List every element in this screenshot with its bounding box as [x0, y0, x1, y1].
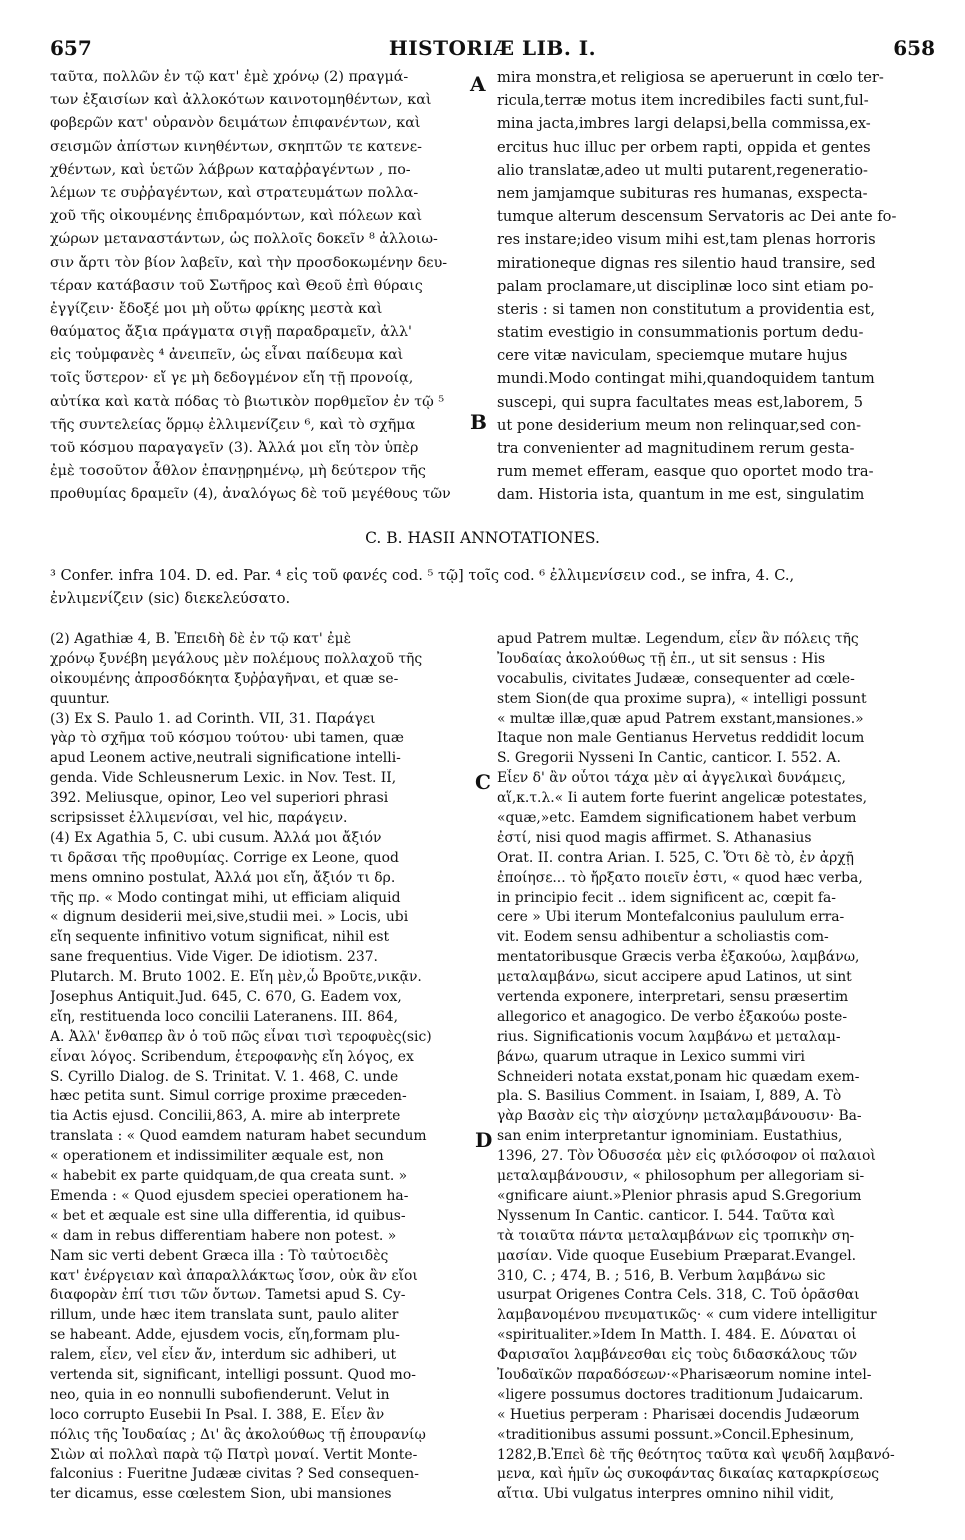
margin-letter-a: A [470, 72, 486, 96]
greek-text-line: αὐτίκα καὶ κατὰ πόδας τὸ βιωτικὸν πορθμεῖον ἐν τῷ ⁵ [50, 393, 445, 410]
annotation-line: 1282,B.Ἐπεὶ δὲ τῆς θεότητος ταῦτα καὶ ψευδῆ λαμβανό- [497, 1446, 895, 1463]
latin-text-line: ercitus huc illuc per orbem rapti, oppida et gentes [497, 138, 871, 156]
annotation-line: tia Actis ejusd. Concilii,863, A. mire ab interprete [50, 1108, 401, 1125]
annotation-line: (3) Ex S. Paulo 1. ad Corinth. VII, 31. Παράγει [50, 710, 376, 727]
annotation-line: 310, C. ; 474, B. ; 516, B. Verbum λαμβάνω sic [497, 1267, 826, 1284]
latin-text-line: cere vitæ naviculam, speciemque mutare hujus [497, 347, 848, 365]
greek-text-line: χοῦ τῆς οἰκουμένης ἐπιδραμόντων, καὶ πόλεων καὶ [50, 208, 423, 225]
annotation-line: « Huetius perperam : Pharisæi docendis Judæorum [497, 1406, 860, 1423]
footnote-line: ἐνλιμενίζειν (sic) διεκελεύσατο. [50, 590, 291, 607]
annotation-line: pla. S. Basilius Comment. in Isaiam, I, 889, A. Τὸ [497, 1088, 842, 1105]
annotation-line: Nyssenum In Cantic. canticor. I. 544. Ταῦτα καὶ [497, 1207, 836, 1224]
footnote-line: ³ Confer. infra 104. D. ed. Par. ⁴ εἰς τοῦ φανές cod. ⁵ τῷ] τοῖς cod. ⁶ ἐλλιμενίσειν cod., se infra, 4. C., [50, 567, 795, 584]
annotation-line: τι δρᾶσαι τῆς προθυμίας. Corrige ex Leone, quod [50, 849, 399, 866]
annotation-line: vit. Eodem sensu adhibentur a scholiastis com- [497, 929, 829, 946]
greek-text-line: τέραν κατάβασιν τοῦ Σωτῆρος καὶ Θεοῦ ἐπὶ θύραις [50, 277, 423, 294]
greek-text-line: ταῦτα, πολλῶν ἐν τῷ κατ' ἐμὲ χρόνῳ (2) πραγμά- [50, 69, 409, 85]
greek-text-line: χώρων μεταναστάντων, ὡς πολλοῖς δοκεῖν ⁸ ἀλλοιω- [50, 231, 438, 248]
annotation-line: εἴη sequente infinitivo votum significat, nihil est [50, 929, 390, 946]
latin-text-line: rum memet efferam, easque quo oportet modo tra- [497, 463, 874, 481]
greek-text-line: τοῖς ὕστερον· εἴ γε μὴ δεδογμένον εἴη τῇ προνοίᾳ, [50, 370, 414, 387]
greek-text-line: των ἐξαισίων καὶ ἀλλοκότων καινοτομηθέντων, καὶ [50, 92, 432, 109]
annotation-line: rius. Significationis vocum λαμβάνω et μεταλαμ- [497, 1028, 841, 1045]
annotation-line: «spiritualiter.»Idem In Matth. I. 484. E. Δύναται οἱ [497, 1327, 857, 1344]
annotation-line: stem Sion(de qua proxime supra), « intelligi possunt [497, 690, 867, 707]
annotation-line: Emenda : « Quod ejusdem speciei operationem ha- [50, 1187, 409, 1204]
annotation-line: allegorico et anagogico. De verbo ἐξακούω poste- [497, 1008, 848, 1025]
annotation-line: ἐποίησε... τὸ ἤρξατο ποιεῖν ἐστι, « quod hæc verba, [497, 869, 863, 886]
latin-text-line: res instare;ideo visum mihi est,tam plenas horroris [497, 231, 876, 249]
annotation-line: translata : « Quod eamdem naturam habet secundum [50, 1128, 427, 1145]
annotation-line: «traditionibus assumi possunt.»Concil.Ephesinum, [497, 1426, 855, 1443]
annotation-line: Ἰουδαϊκῶν παραδόσεων·«Pharisæorum nomine intel- [497, 1366, 872, 1383]
annotation-line: μασίαν. Vide quoque Eusebium Præparat.Evangel. [497, 1247, 857, 1264]
latin-text-line: ut pone desiderium meum non relinquar,sed con- [497, 416, 862, 434]
greek-text-column [50, 66, 468, 507]
page-number-left: 657 [50, 36, 92, 60]
greek-text-line: προθυμίας δραμεῖν (4), ἀναλόγως δὲ τοῦ μεγέθους τῶν [50, 486, 451, 503]
latin-text-line: nem jamjamque subituras res humanas, exspecta- [497, 184, 868, 202]
latin-text-line: mundi.Modo contingat mihi,quandoquidem tantum [497, 370, 875, 388]
annotation-line: hæc petita sunt. Simul corrige proxime præceden- [50, 1088, 407, 1105]
annotation-line: «ligere possumus doctores traditionum Judaicarum. [497, 1386, 864, 1403]
annotation-line: san enim interpretantur ignominiam. Eustathius, [497, 1128, 843, 1145]
annotation-line: apud Patrem multæ. Legendum, εἶεν ἂν πόλεις τῆς [497, 631, 859, 647]
annotation-line: falconius : Fueritne Judææ civitas ? Sed consequen- [50, 1466, 419, 1483]
annotation-line: (4) Ex Agathia 5, C. ubi cusum. Ἀλλά μοι ἄξιόν [50, 829, 382, 846]
annotation-line: genda. Vide Schleusnerum Lexic. in Nov. Test. II, [50, 770, 397, 787]
annotation-line: « multæ illæ,quæ apud Patrem exstant,mansiones.» [497, 710, 864, 727]
annotation-line: quuntur. [50, 690, 110, 707]
annotation-line: loco corrupto Eusebii In Psal. I. 388, E. Εἶεν ἂν [50, 1406, 385, 1423]
annotation-line: εἶναι λόγος. Scribendum, ἑτεροφανὴς εἴη λόγος, ex [50, 1048, 414, 1065]
greek-text-line: σεισμῶν ἀπίστων κινηθέντων, σκηπτῶν τε κατενε- [50, 138, 422, 155]
latin-text-line: statim evestigio in consummationis portum dedu- [497, 324, 864, 342]
annotation-line: Schneideri notata exstat,ponam hic quædam exem- [497, 1068, 860, 1085]
running-title: HISTORIÆ LIB. I. [388, 36, 597, 60]
annotation-line: Itaque non male Gentianus Hervetus reddidit locum [497, 730, 865, 747]
annotation-line: 392. Meliusque, opinor, Leo vel superiori phrasi [50, 790, 389, 807]
greek-text-line: ἐγγίζειν· ἔδοξέ μοι μὴ οὕτω φρίκης μεστὰ καὶ [50, 300, 383, 317]
annotation-line: διαφορὰν ἐπί τισι τῶν ὄντων. Tametsi apud S. Cy- [50, 1287, 406, 1304]
page-header [50, 36, 935, 62]
annotation-line: τῆς πρ. « Modo contingat mihi, ut efficiam aliquid [50, 889, 401, 906]
annotation-line: Ἰουδαίας ἀκολούθως τῇ ἐπ., ut sit sensus : His [497, 650, 826, 667]
annotations-right-column [497, 630, 935, 1505]
annotation-line: ter dicamus, esse cœlestem Sion, ubi mansiones [50, 1486, 392, 1503]
annotation-line: « bet et æquale est sine ulla differentia, id quibus- [50, 1207, 406, 1224]
latin-text-line: steris : si tamen non constitutum a providentia est, [497, 300, 876, 318]
annotation-line: S. Gregorii Nysseni In Cantic, canticor. I. 552. A. [497, 750, 841, 767]
annotation-line: Plutarch. M. Bruto 1002. E. Εἴη μὲν,ὦ Βροῦτε,νικᾷν. [50, 969, 422, 986]
annotation-line: in principio fecit .. idem significent ac, cœpit fa- [497, 889, 836, 906]
annotation-line: mentatoribusque Græcis verba ἐξακούω, λαμβάνω, [497, 949, 860, 966]
annotation-line: μενα, καὶ ἡμῖν ὡς συκοφάντας δικαίας καταρκρίσεως [497, 1466, 880, 1483]
annotation-line: ἐστί, nisi quod magis affirmet. S. Athanasius [497, 829, 812, 846]
annotation-line: Εἶεν δ' ἂν οὗτοι τάχα μὲν αἱ ἀγγελικαὶ δυνάμεις, [497, 770, 846, 787]
annotation-line: rillum, unde hæc item translata sunt, paulo aliter [50, 1307, 399, 1324]
greek-text-line: λέμων τε συῤῥαγέντων, καὶ στρατευμάτων πολλα- [50, 184, 419, 201]
annotation-line: vertenda exponere, interpretari, sensu præsertim [497, 989, 849, 1006]
annotation-line: λαμβανομένου πνευματικῶς· « cum videre intelligitur [497, 1307, 877, 1324]
annotation-line: αἴτια. Ubi vulgatus interpres omnino nihil vidit, [497, 1486, 835, 1503]
annotation-line: Josephus Antiquit.Jud. 645, C. 670, G. Eadem vox, [50, 989, 402, 1006]
annotation-line: se habeant. Adde, ejusdem vocis, εἴη,formam plu- [50, 1327, 400, 1344]
annotation-line: αἵ,κ.τ.λ.« Ii autem forte fuerint angelicæ potestates, [497, 790, 868, 807]
greek-text-line: φοβερῶν κατ' οὐρανὸν δειμάτων ἐπιφανέντων, καὶ [50, 115, 421, 132]
annotation-line: τὰ τοιαῦτα πάντα μεταλαμβάνων εἰς τροπικὴν ση- [497, 1227, 855, 1244]
annotation-line: ralem, εἶεν, vel εἶεν ἄν, interdum sic adhiberi, ut [50, 1347, 397, 1364]
annotation-line: Orat. II. contra Arian. I. 525, C. Ὅτι δὲ τὸ, ἐν ἀρχῇ [497, 849, 854, 866]
annotation-line: πόλις τῆς Ἰουδαίας ; Δι' ἃς ἀκολούθως τῇ ἐπουρανίῳ [50, 1426, 426, 1443]
annotation-line: vertenda sit, significant, intelligi possunt. Quod mo- [50, 1366, 416, 1383]
latin-text-line: mirationeque dignas res silentio haud transire, sed [497, 254, 876, 272]
latin-text-line: palam proclamare,ut disciplinæ loco sint etiam po- [497, 277, 874, 295]
annotation-line: « dignum desiderii mei,sive,studii mei. » Locis, ubi [50, 909, 409, 926]
latin-text-line: alio translatæ,adeo ut multi putarent,regeneratio- [497, 161, 868, 179]
latin-text-line: suscepi, qui supra facultates meas est,laborem, 5 [497, 393, 864, 411]
latin-text-line: tumque alterum descensum Servatoris ac Dei ante fo- [497, 208, 897, 226]
annotation-line: μεταλαμβάνουσιν, « philosophum per allegoriam si- [497, 1168, 865, 1185]
greek-text-line: τοῦ κόσμου παραγαγεῖν (3). Ἀλλά μοι εἴη τὸν ὑπὲρ [50, 440, 419, 456]
annotation-line: « operationem et indissimiliter æquale est, non [50, 1148, 384, 1165]
latin-text-line: tra convenienter ad magnitudinem rerum gesta- [497, 440, 855, 457]
annotation-line: μεταλαμβάνω, sicut accipere apud Latinos, ut sint [497, 969, 852, 986]
latin-text-column [497, 66, 935, 507]
annotations-left-column [50, 630, 470, 1505]
annotation-line: usurpat Origenes Contra Cels. 318, C. Τοῦ ὁρᾶσθαι [497, 1287, 860, 1304]
greek-text-line: σιν ἄρτι τὸν βίον λαβεῖν, καὶ τὴν προσδοκωμένην δευ- [50, 254, 448, 271]
annotation-line: mens omnino postulat, Ἀλλά μοι εἴη, ἄξιόν τι δρ. [50, 869, 396, 886]
annotation-line: sane frequentius. Vide Viger. De idiotism. 237. [50, 949, 378, 966]
annotation-line: (2) Agathiæ 4, B. Ἐπειδὴ δὲ ἐν τῷ κατ' ἐμὲ [50, 631, 352, 647]
annotation-line: S. Cyrillo Dialog. de S. Trinitat. V. 1. 468, C. unde [50, 1068, 399, 1085]
annotation-line: βάνω, quarum utraque in Lexico summi viri [497, 1048, 805, 1065]
margin-letter-c: C [475, 770, 491, 794]
annotation-line: vocabulis, civitates Judææ, consequenter ad cœle- [497, 670, 855, 687]
annotation-line: A. Ἀλλ' ἔνθαπερ ἂν ὁ τοῦ πῶς εἶναι τισὶ τεροφυὲς(sic) [50, 1028, 432, 1045]
greek-text-line: χθέντων, καὶ ὑετῶν λάβρων καταῤῥαγέντων , πο- [50, 161, 411, 178]
margin-letter-b: B [470, 410, 487, 434]
annotation-line: «quæ,»etc. Eamdem significationem habet verbum [497, 810, 857, 827]
annotation-line: cere » Ubi iterum Montefalconius paululum erra- [497, 909, 845, 926]
annotation-line: γὰρ Βασὰν εἰς τὴν αἰσχύνην μεταλαμβάνουσιν· Ba- [497, 1108, 862, 1125]
annotation-line: γὰρ τὸ σχῆμα τοῦ κόσμου τούτου· ubi tamen, quæ [50, 730, 404, 747]
footnotes [50, 564, 930, 610]
annotation-line: οἰκουμένης ἀπροσδόκητα ξυῤῥαγῆναι, et quæ se- [50, 670, 399, 687]
latin-text-line: mira monstra,et religiosa se aperuerunt in cœlo ter- [497, 69, 884, 86]
annotation-line: 1396, 27. Τὸν Ὀδυσσέα μὲν εἰς φιλόσοφον οἱ παλαιοὶ [497, 1148, 876, 1165]
annotations-heading: C. B. HASII ANNOTATIONES. [365, 529, 600, 547]
annotation-line: scripsisset ἐλλιμενίσαι, vel hic, παράγειν. [50, 810, 348, 827]
margin-letter-d: D [475, 1128, 493, 1152]
annotation-line: Σιὼν αἱ πολλαὶ παρὰ τῷ Πατρὶ μοναί. Vertit Monte- [50, 1446, 418, 1463]
annotation-line: « habebit ex parte quidquam,de qua creata sunt. » [50, 1168, 408, 1185]
latin-text-line: mina jacta,imbres largi delapsi,bella commissa,ex- [497, 115, 871, 133]
annotation-line: «gnificare aiunt.»Plenior phrasis apud S.Gregorium [497, 1187, 862, 1204]
greek-text-line: θαύματος ἄξια πράγματα σιγῇ παραδραμεῖν, ἀλλ' [50, 324, 412, 341]
page-number-right: 658 [893, 36, 935, 60]
annotation-line: « dam in rebus differentiam habere non potest. » [50, 1227, 397, 1244]
greek-text-line: ἐμὲ τοσοῦτον ἆθλον ἐπανῃρημένῳ, μὴ δεύτερον τῆς [50, 463, 426, 480]
latin-text-line: ricula,terræ motus item incredibiles facti sunt,ful- [497, 92, 869, 110]
annotation-line: Φαρισαῖοι λαμβάνεσθαι εἰς τοὺς διδασκάλους τῶν [497, 1347, 858, 1364]
annotation-line: χρόνῳ ξυνέβη μεγάλους μὲν πολέμους πολλαχοῦ τῆς [50, 650, 423, 667]
annotation-line: Nam sic verti debent Græca illa : Τὸ ταὐτοειδὲς [50, 1247, 389, 1264]
annotation-line: εἴη, restituenda loco concilii Lateranens. III. 864, [50, 1008, 399, 1025]
annotation-line: κατ' ἐνέργειαν καὶ ἀπαραλλάκτως ἴσον, οὐκ ἂν εἴοι [50, 1267, 418, 1284]
annotation-line: neo, quia in eo nonnulli subofienderunt. Velut in [50, 1386, 390, 1403]
greek-text-line: τῆς συντελείας ὅρμῳ ἐλλιμενίζειν ⁶, καὶ τὸ σχῆμα [50, 416, 416, 433]
greek-text-line: εἰς τοὐμφανὲς ⁴ ἀνειπεῖν, ὡς εἶναι παίδευμα καὶ [50, 347, 404, 364]
latin-text-line: dam. Historia ista, quantum in me est, singulatim [497, 486, 865, 504]
annotation-line: apud Leonem active,neutrali significatione intelli- [50, 750, 401, 767]
